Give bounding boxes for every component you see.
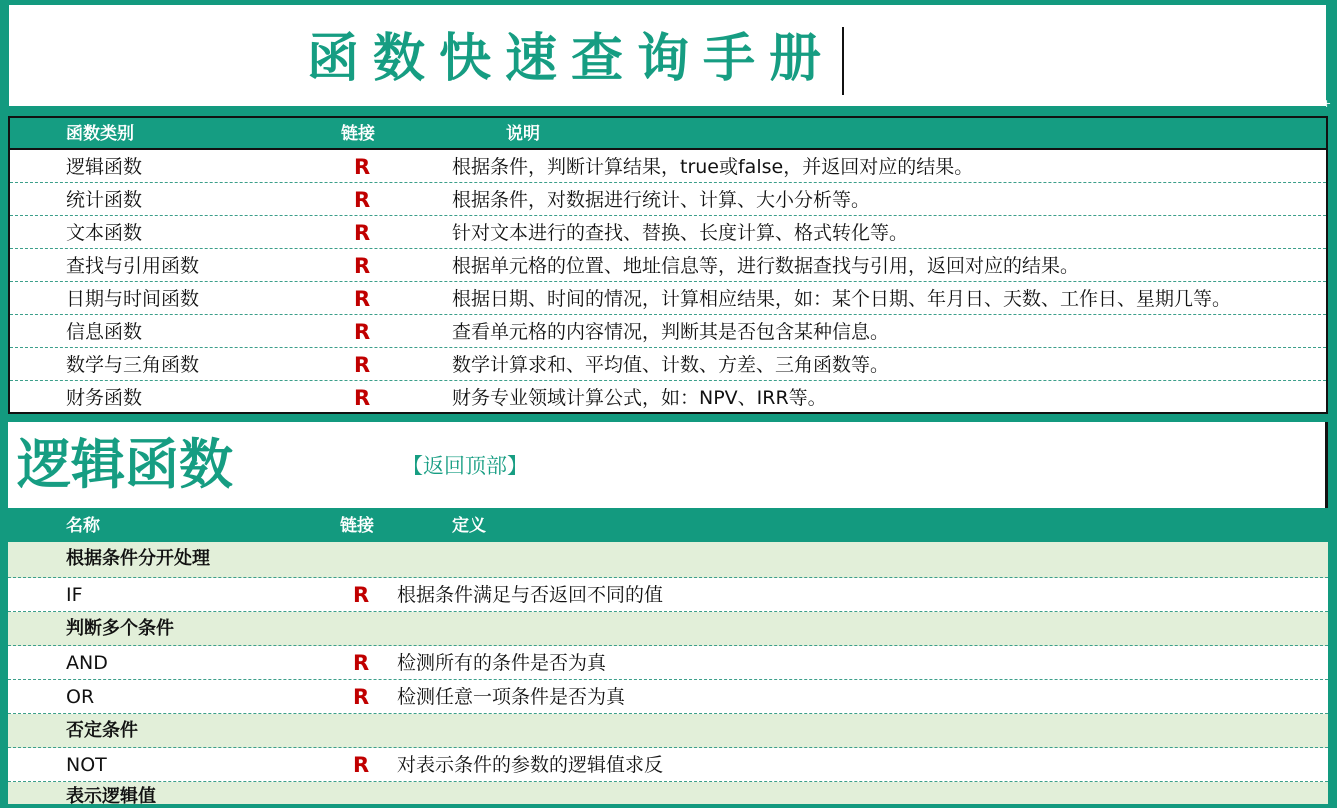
category-name: 日期与时间函数 [66,288,200,310]
function-definition: 检测任意一项条件是否为真 [397,686,626,708]
function-header-row [8,510,1328,542]
function-group-row [8,612,1328,646]
function-definition: 根据条件满足与否返回不同的值 [397,584,664,606]
function-link[interactable]: R [353,753,370,777]
category-description: 根据条件，判断计算结果，true或false，并返回对应的结果。 [452,156,974,178]
function-group-row [8,542,1328,578]
header-name: 名称 [66,516,100,536]
index-row [10,249,1326,282]
header-definition: 定义 [452,516,486,536]
category-description: 查看单元格的内容情况，判断其是否包含某种信息。 [452,321,890,343]
function-definition: 检测所有的条件是否为真 [397,652,607,674]
category-link[interactable]: R [354,221,371,245]
index-row [10,381,1326,414]
category-description: 根据日期、时间的情况，计算相应结果，如：某个日期、年月日、天数、工作日、星期几等。 [452,288,1232,310]
function-definition: 对表示条件的参数的逻辑值求反 [397,754,664,776]
function-name: OR [66,686,95,708]
category-name: 文本函数 [66,222,143,244]
category-name: 统计函数 [66,189,143,211]
category-name: 数学与三角函数 [66,354,200,376]
index-row [10,315,1326,348]
back-to-top-link[interactable]: 【返回顶部】 [402,454,528,478]
category-description: 针对文本进行的查找、替换、长度计算、格式转化等。 [452,222,909,244]
category-description: 数学计算求和、平均值、计数、方差、三角函数等。 [452,354,890,376]
category-link[interactable]: R [354,287,371,311]
index-row [10,150,1326,183]
function-row [8,748,1328,782]
group-name: 表示逻辑值 [66,786,156,807]
category-description: 财务专业领域计算公式，如：NPV、IRR等。 [452,387,827,409]
category-name: 查找与引用函数 [66,255,200,277]
category-name: 财务函数 [66,387,143,409]
text-cursor [842,27,844,95]
category-link[interactable]: R [354,254,371,278]
category-link[interactable]: R [354,353,371,377]
cell-corner-marker: + [1322,97,1332,110]
function-link[interactable]: R [353,685,370,709]
function-group-row [8,782,1328,807]
group-name: 否定条件 [66,720,138,741]
section-title-box [8,422,1328,508]
index-header-row [10,118,1326,150]
index-row [10,183,1326,216]
category-description: 根据单元格的位置、地址信息等，进行数据查找与引用，返回对应的结果。 [452,255,1080,277]
header-link: 链接 [341,124,375,144]
header-link: 链接 [340,516,374,536]
category-link[interactable]: R [354,155,371,179]
index-row [10,282,1326,315]
function-row [8,646,1328,680]
category-index-table [8,116,1328,414]
function-group-row [8,714,1328,748]
index-row [10,216,1326,249]
category-link[interactable]: R [354,320,371,344]
title-banner [9,5,1326,106]
category-link[interactable]: R [354,188,371,212]
function-link[interactable]: R [353,651,370,675]
group-name: 根据条件分开处理 [66,548,210,569]
category-link[interactable]: R [354,386,371,410]
header-description: 说明 [506,124,540,144]
category-name: 信息函数 [66,321,143,343]
category-name: 逻辑函数 [66,156,143,178]
index-row [10,348,1326,381]
function-link[interactable]: R [353,583,370,607]
function-name: NOT [66,754,107,776]
category-description: 根据条件，对数据进行统计、计算、大小分析等。 [452,189,871,211]
group-name: 判断多个条件 [66,618,174,639]
function-name: AND [66,652,108,674]
function-name: IF [66,584,83,606]
function-row [8,680,1328,714]
page-title: 函数快速查询手册 [307,29,836,89]
header-category: 函数类别 [66,124,134,144]
section-title: 逻辑函数 [17,433,233,496]
function-row [8,578,1328,612]
